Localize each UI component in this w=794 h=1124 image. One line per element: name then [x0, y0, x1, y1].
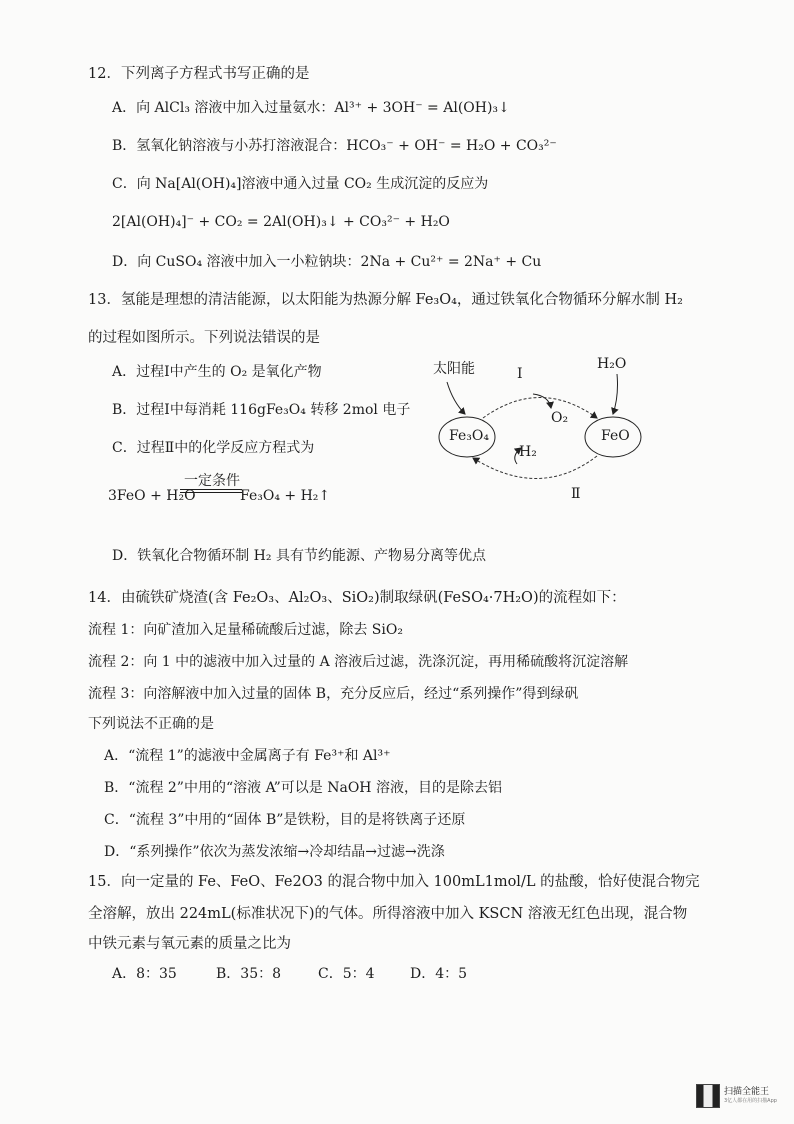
q13-equation-left: 3FeO + H₂O	[108, 488, 196, 504]
oxygen-label: O₂	[551, 410, 569, 426]
q14-flow-2: 流程 2：向 1 中的滤液中加入过量的 A 溶液后过滤，洗涤沉淀，再用稀硫酸将沉淀溶解	[88, 654, 629, 670]
q14-option-d: D．“系列操作”依次为蒸发浓缩→冷却结晶→过滤→洗涤	[104, 844, 445, 860]
q12-option-a: A．向 AlCl₃ 溶液中加入过量氨水：Al³⁺ + 3OH⁻ = Al(OH)₃↓	[112, 100, 510, 116]
solar-energy-label: 太阳能	[433, 361, 475, 377]
equals-rule-top	[180, 489, 242, 490]
process-2-label: Ⅱ	[571, 486, 581, 502]
q12-option-b: B．氢氧化钠溶液与小苏打溶液混合：HCO₃⁻ + OH⁻ = H₂O + CO₃²⁻	[112, 138, 557, 154]
q12-option-c: C．向 Na[Al(OH)₄]溶液中通入过量 CO₂ 生成沉淀的反应为	[112, 176, 489, 192]
q15-stem-line2: 全溶解，放出 224mL(标准状况下)的气体。所得溶液中加入 KSCN 溶液无红色出现，混合物	[88, 906, 688, 922]
q15-option-a: A．8：35	[112, 966, 177, 982]
equals-rule-bottom	[180, 492, 242, 493]
q15-stem-line1: 15．向一定量的 Fe、FeO、Fe2O3 的混合物中加入 100mL1mol/L 的盐酸，恰好使混合物完	[88, 874, 700, 890]
sun-arrow	[447, 382, 465, 414]
hydrogen-label: H₂	[519, 444, 537, 460]
qr-code-icon	[696, 1084, 720, 1108]
q13-option-d: D．铁氧化合物循环制 H₂ 具有节约能源、产物易分离等优点	[112, 548, 486, 564]
q13-option-a: A．过程Ⅰ中产生的 O₂ 是氧化产物	[112, 364, 322, 380]
process-1-label: Ⅰ	[517, 366, 523, 382]
feo-label: FeO	[601, 428, 630, 444]
q14-flow-1: 流程 1：向矿渣加入足量稀硫酸后过滤，除去 SiO₂	[88, 622, 403, 638]
q12-option-c-equation: 2[Al(OH)₄]⁻ + CO₂ = 2Al(OH)₃↓ + CO₃²⁻ + H₂O	[112, 214, 450, 230]
q13-stem-line2: 的过程如图所示。下列说法错误的是	[88, 330, 320, 346]
process-1-arc	[483, 398, 597, 419]
q12-option-d: D．向 CuSO₄ 溶液中加入一小粒钠块：2Na + Cu²⁺ = 2Na⁺ + Cu	[112, 254, 542, 270]
q14-flow-3: 流程 3：向溶解液中加入过量的固体 B，充分反应后，经过“系列操作”得到绿矾	[88, 686, 579, 702]
q13-option-c: C．过程Ⅱ中的化学反应方程式为	[112, 440, 315, 456]
scanner-app-name: 扫描全能王	[724, 1087, 770, 1097]
q14-option-c: C．“流程 3”中用的“固体 B”是铁粉，目的是将铁离子还原	[104, 812, 466, 828]
q13-stem-line1: 13．氢能是理想的清洁能源，以太阳能为热源分解 Fe₃O₄，通过铁氧化合物循环分解水制 H₂	[88, 292, 683, 308]
scanner-logo	[724, 1084, 777, 1104]
q14-option-a: A．“流程 1”的滤液中金属离子有 Fe³⁺和 Al³⁺	[104, 748, 391, 764]
q15-option-b: B．35：8	[216, 966, 282, 982]
q15-option-d: D．4：5	[410, 966, 468, 982]
iron-oxide-cycle-diagram	[425, 352, 655, 512]
q12-stem: 12．下列离子方程式书写正确的是	[88, 66, 310, 82]
o2-arrow	[533, 394, 551, 408]
fe3o4-label: Fe₃O₄	[449, 428, 489, 444]
water-label: H₂O	[597, 356, 627, 372]
q13-option-b: B．过程Ⅰ中每消耗 116gFe₃O₄ 转移 2mol 电子	[112, 402, 411, 418]
scanner-app-tagline: 3亿人都在用的扫描App	[724, 1098, 777, 1104]
q15-option-c: C．5：4	[318, 966, 375, 982]
q13-equation-condition: 一定条件	[184, 473, 240, 489]
q14-stem: 14．由硫铁矿烧渣(含 Fe₂O₃、Al₂O₃、SiO₂)制取绿矾(FeSO₄·7H₂O)的流程如下：	[88, 590, 626, 606]
q15-stem-line3: 中铁元素与氧元素的质量之比为	[88, 936, 291, 952]
q13-equation-right: Fe₃O₄ + H₂↑	[240, 488, 331, 504]
q14-prompt: 下列说法不正确的是	[88, 716, 214, 732]
water-arrow	[613, 374, 618, 414]
q14-option-b: B．“流程 2”中用的“溶液 A”可以是 NaOH 溶液，目的是除去铝	[104, 780, 502, 796]
